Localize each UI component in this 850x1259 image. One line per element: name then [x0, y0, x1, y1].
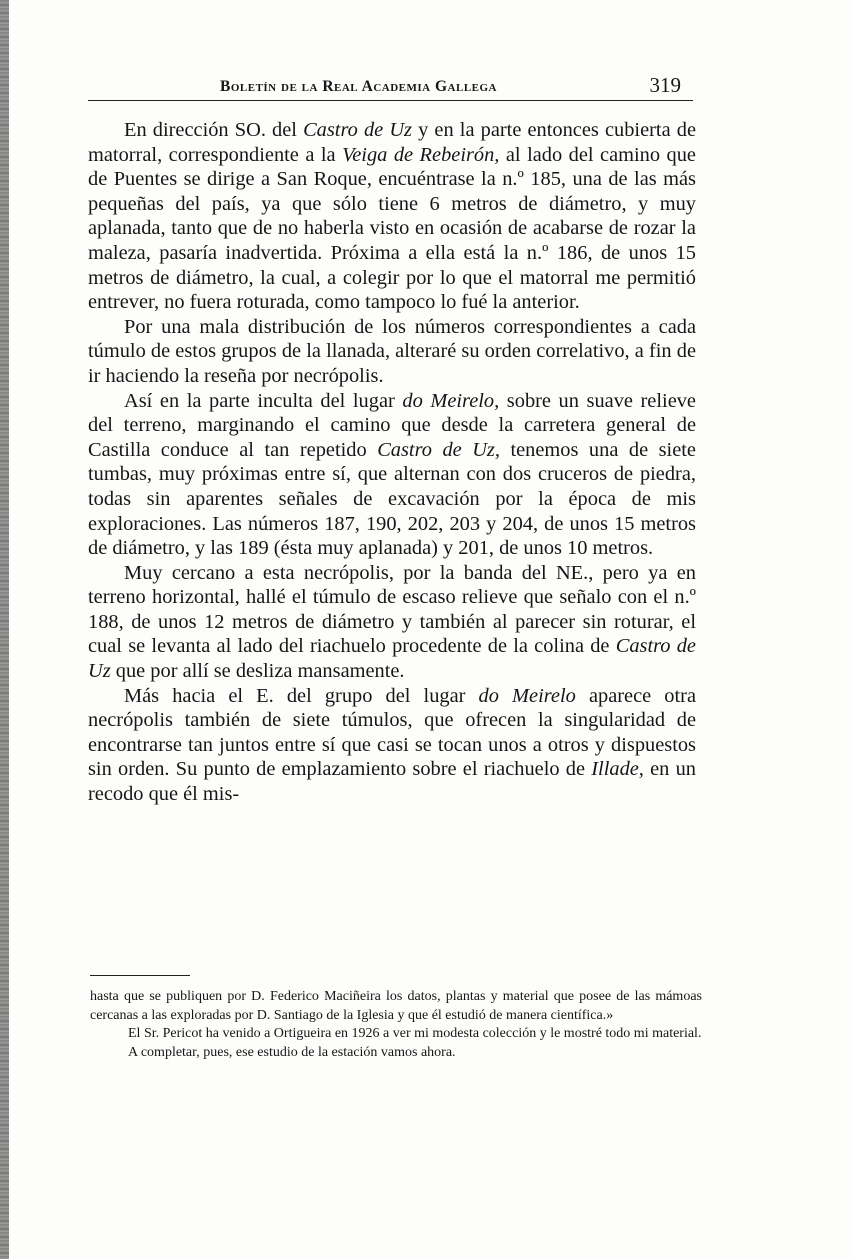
footnote-paragraph: El Sr. Pericot ha venido a Ortigueira en 1926 a ver mi modesta colección y le mostré todo mi material.: [128, 1026, 702, 1042]
italic-text: Castro de Uz: [88, 635, 696, 683]
italic-text: Illade,: [591, 758, 644, 781]
paragraph: [88, 315, 696, 389]
text-run: que por allí se desliza mansamente.: [110, 660, 405, 683]
page-number: 319: [649, 73, 681, 97]
paragraph: [88, 389, 696, 561]
page-header: [88, 72, 693, 101]
text-run: En dirección SO. del: [124, 119, 304, 141]
paragraph: [88, 561, 696, 684]
italic-text: Castro de Uz: [303, 119, 412, 141]
text-run: y en la parte entonces cubierta de matorral, correspondiente a la: [88, 119, 696, 166]
text-run: aparece otra necrópolis también de siete túmulos, que ofrecen la singularidad de encontrarse tan juntos entre sí que casi se tocan unos a otros y dispuestos sin orden. Su punto de emplazamiento sobre el riachuelo de: [88, 684, 696, 781]
running-title: Boletín de la Real Academia Gallega: [220, 78, 498, 95]
body-text: [88, 118, 696, 807]
text-run: en un recodo que él mis-: [88, 758, 696, 806]
italic-text: Veiga de Rebeirón,: [342, 143, 500, 166]
text-run: Así en la parte inculta del lugar: [124, 389, 403, 412]
italic-text: do Meirelo: [478, 684, 576, 707]
text-run: Muy cercano a esta necrópolis, por la banda del NE., pero ya en terreno horizontal, hallé el túmulo de escaso relieve que señalo con el n.º 188, de unos 12 metros de diámetro y también al parecer sin roturar, el cual se levanta al lado del riachuelo procedente de la colina de: [88, 561, 696, 658]
footnote-paragraph: hasta que se publiquen por D. Federico Maciñeira los datos, plantas y material que posee de las mámoas cercanas a las exploradas por D. Santiago de la Iglesia y que él estudió de manera científica.»: [90, 989, 702, 1023]
footnote-paragraph: A completar, pues, ese estudio de la estación vamos ahora.: [128, 1044, 456, 1060]
text-run: tenemos una de siete tumbas, muy próximas entre sí, que alternan con dos cruceros de piedra, todas sin aparentes señales de excavación por la época de mis exploraciones. Las números 187, 190, 202, 203 y 204, de unos 15 metros de diámetro, y las 189 (ésta muy aplanada) y 201, de unos 10 metros.: [88, 438, 696, 560]
page-binding-edge: [0, 0, 9, 1259]
text-run: al lado del camino que de Puentes se dirige a San Roque, encuéntrase la n.º 185, una de las más pequeñas del país, ya que sólo tiene 6 metros de diámetro, y muy aplanada, tanto que de no haberla visto en ocasión de acabarse de rozar la maleza, pasaría inadvertida. Próxima a ella está la n.º 186, de unos 15 metros de diámetro, la cual, a colegir por lo que el matorral me permitió entrever, no fuera roturada, como tampoco lo fué la anterior.: [88, 143, 696, 314]
paragraph: [88, 118, 696, 315]
footnotes: [90, 988, 702, 1062]
italic-text: Castro de Uz,: [377, 438, 500, 461]
text-run: sobre un suave relieve del terreno, marginando el camino que desde la carretera general de Castilla conduce al tan repetido: [88, 389, 696, 461]
paragraph: [88, 684, 696, 807]
footnote-rule: [90, 975, 190, 976]
text-run: Por una mala distribución de los números correspondientes a cada túmulo de estos grupos de la llanada, alteraré su orden correlativo, a fin de ir haciendo la reseña por necrópolis.: [88, 315, 696, 387]
italic-text: do Meirelo,: [402, 389, 500, 412]
text-run: Más hacia el E. del grupo del lugar: [124, 684, 479, 707]
